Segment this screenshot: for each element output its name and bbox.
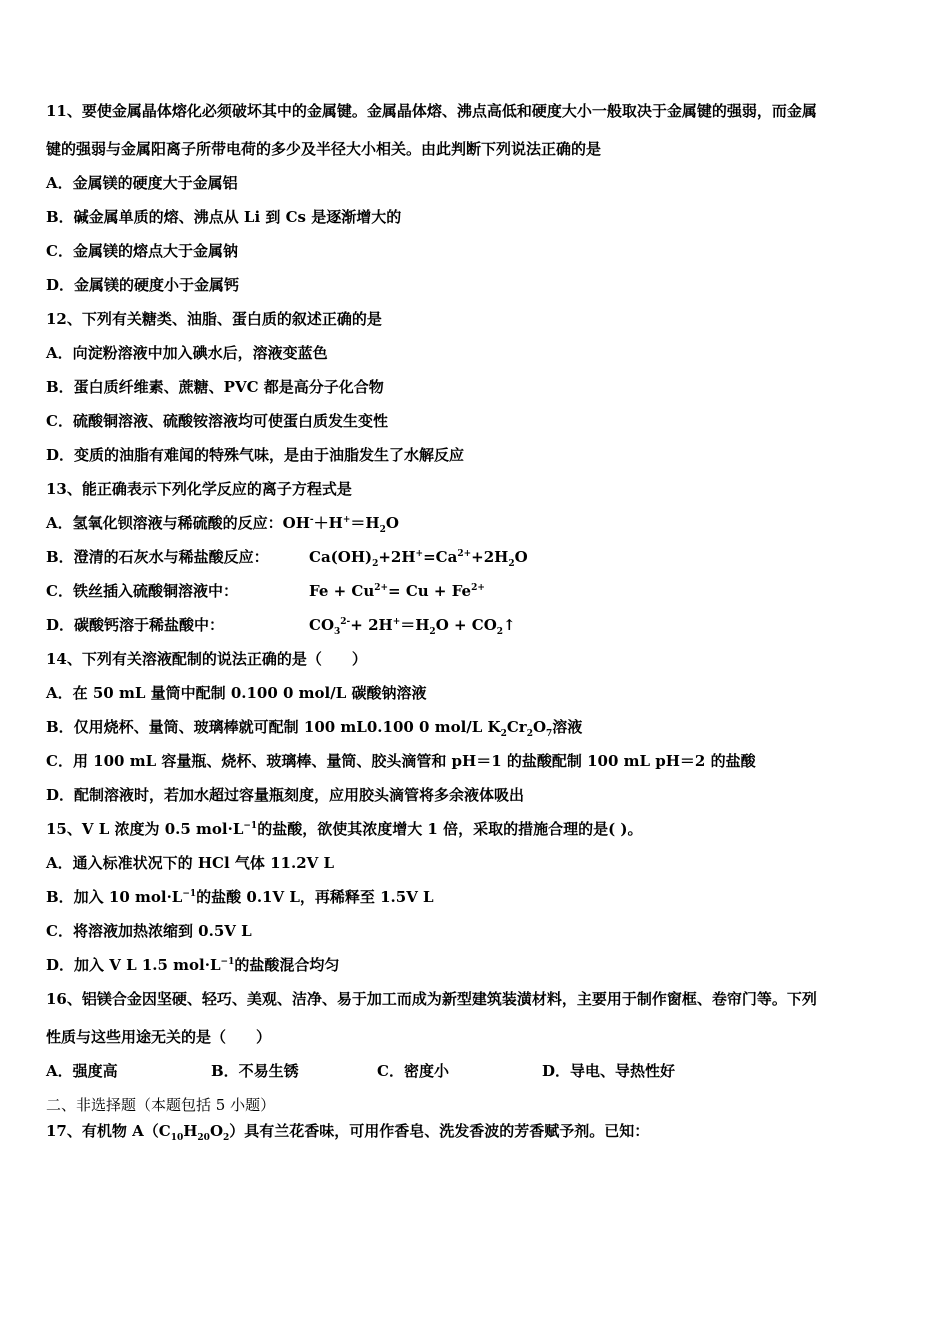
q16-stem-line1: 16、铝镁合金因坚硬、轻巧、美观、洁净、易于加工而成为新型建筑装潢材料，主要用于制作窗框、卷帘门等。下列 — [46, 990, 817, 1008]
q13-option-b-text: B．澄清的石灰水与稀盐酸反应： — [46, 548, 269, 566]
q16-option-b: B．不易生锈 — [211, 1062, 299, 1080]
q17-stem-pre: 17、有机物 A（C — [46, 1122, 171, 1140]
q13-option-c-text: C．铁丝插入硫酸铜溶液中： — [46, 582, 238, 600]
q16-stem-line2: 性质与这些用途无关的是（ ） — [46, 1028, 272, 1046]
q14-option-b: B．仅用烧杯、量筒、玻璃棒就可配制 100 mL0.100 0 mol/L $K_2Cr_2O_7$溶液 — [46, 718, 583, 739]
q12-option-a: A．向淀粉溶液中加入碘水后，溶液变蓝色 — [46, 344, 328, 362]
q15-option-d — [46, 955, 339, 975]
q15-option-d-exponent: −1 — [220, 957, 235, 967]
q14-option-d: D．配制溶液时，若加水超过容量瓶刻度，应用胶头滴管将多余液体吸出 — [46, 786, 525, 804]
q11-option-b: B．碱金属单质的熔、沸点从 Li 到 Cs 是逐渐增大的 — [46, 208, 402, 226]
q13-option-b-equation: $Ca(OH)_2+2H^+=Ca^{2+}+2H_2O$ — [309, 548, 528, 569]
q16-option-d: D．导电、导热性好 — [542, 1062, 676, 1080]
q12-option-c: C．硫酸铜溶液、硫酸铵溶液均可使蛋白质发生变性 — [46, 412, 388, 430]
q15-option-d-post: 的盐酸混合均匀 — [234, 956, 340, 974]
q15-stem-pre: 15、V L 浓度为 0.5 mol·L — [46, 820, 244, 838]
section-2-heading: 二、非选择题（本题包括 5 小题） — [46, 1096, 276, 1114]
q15-option-b-post: 的盐酸 0.1V L，再稀释至 1.5V L — [196, 888, 434, 906]
q13-option-d-equation: $CO_3^{2-}+ 2H^+=H_2O$ + $CO_2↑$ — [309, 616, 516, 637]
q11-option-d: D．金属镁的硬度小于金属钙 — [46, 276, 240, 294]
q13-option-b — [46, 547, 269, 567]
q11-stem-line1: 11、要使金属晶体熔化必须破坏其中的金属键。金属晶体熔、沸点高低和硬度大小一般取决于金属键的强弱，而金属 — [46, 102, 817, 120]
q14-stem: 14、下列有关溶液配制的说法正确的是（ ） — [46, 650, 367, 668]
q12-option-d: D．变质的油脂有难闻的特殊气味，是由于油脂发生了水解反应 — [46, 446, 465, 464]
q13-option-d-text: D．碳酸钙溶于稀盐酸中： — [46, 616, 225, 634]
q13-option-d — [46, 615, 224, 635]
q13-option-a-equation: $OH^-+H^+=H_2O$ — [282, 514, 399, 535]
q14-option-c: C．用 100 mL 容量瓶、烧杯、玻璃棒、量筒、胶头滴管和 pH＝1 的盐酸配制 100 mL pH＝2 的盐酸 — [46, 752, 756, 770]
q13-option-c-equation: $Fe + Cu^{2+}= Cu + Fe^{2+}$ — [309, 582, 485, 600]
q11-option-a: A．金属镁的硬度大于金属铝 — [46, 174, 238, 192]
q15-option-b-pre: B．加入 10 mol·L — [46, 888, 183, 906]
q15-option-b — [46, 887, 434, 907]
q15-option-d-pre: D．加入 V L 1.5 mol·L — [46, 956, 221, 974]
q14-option-b-pre: B．仅用烧杯、量筒、玻璃棒就可配制 100 mL0.100 0 mol/L K — [46, 718, 501, 736]
q13-stem: 13、能正确表示下列化学反应的离子方程式是 — [46, 480, 352, 498]
q17-stem-post: ）具有兰花香味，可用作香皂、洗发香波的芳香赋予剂。已知： — [229, 1122, 650, 1140]
q13-option-a-text: A．氢氧化钡溶液与稀硫酸的反应： — [46, 514, 283, 532]
q14-option-b-post: 溶液 — [552, 718, 583, 736]
q17-stem: 17、有机物 $A(C_{10}H_{20}O_2)$具有兰花香味，可用作香皂、洗发香波的芳香赋予剂。已知： — [46, 1122, 650, 1143]
q15-stem-exponent: −1 — [243, 821, 258, 831]
q16-option-c: C．密度小 — [377, 1062, 449, 1080]
q11-option-c: C．金属镁的熔点大于金属钠 — [46, 242, 238, 260]
q12-stem: 12、下列有关糖类、油脂、蛋白质的叙述正确的是 — [46, 310, 382, 328]
q13-option-c — [46, 581, 238, 601]
q11-stem-line2: 键的强弱与金属阳离子所带电荷的多少及半径大小相关。由此判断下列说法正确的是 — [46, 140, 602, 158]
q15-stem — [46, 819, 643, 839]
q15-stem-post: 的盐酸，欲使其浓度增大 1 倍，采取的措施合理的是( )。 — [257, 820, 643, 838]
q15-option-c: C．将溶液加热浓缩到 0.5V L — [46, 922, 252, 940]
q15-option-a: A．通入标准状况下的 HCl 气体 11.2V L — [46, 854, 335, 872]
q16-option-a: A．强度高 — [46, 1062, 118, 1080]
q12-option-b: B．蛋白质纤维素、蔗糖、PVC 都是高分子化合物 — [46, 378, 384, 396]
q15-option-b-exponent: −1 — [182, 889, 197, 899]
q14-option-a: A．在 50 mL 量筒中配制 0.100 0 mol/L 碳酸钠溶液 — [46, 684, 427, 702]
q13-option-a — [46, 513, 399, 533]
